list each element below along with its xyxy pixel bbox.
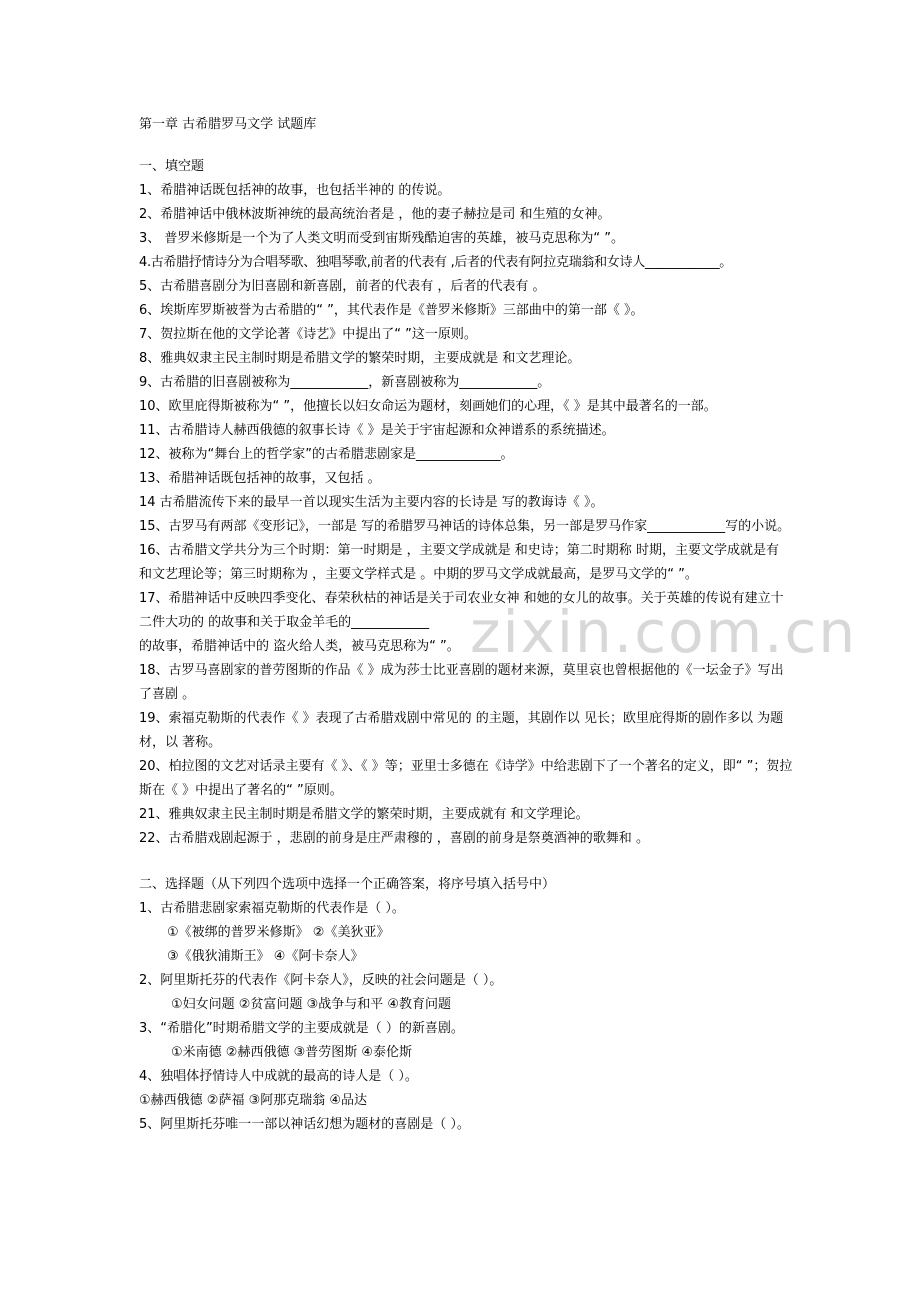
question-2: 2、希腊神话中俄林波斯神统的最高统治者是 ，他的妻子赫拉是司 和生殖的女神。 bbox=[139, 207, 611, 222]
fill-in-questions bbox=[139, 179, 795, 851]
document-page bbox=[139, 113, 795, 1137]
question-10: 10、欧里庇得斯被称为“ ”，他擅长以妇女命运为题材，刻画她们的心理，《 》是其中最著名的一部。 bbox=[139, 399, 717, 414]
choice-question-4-options: ①赫西俄德 ②萨福 ③阿那克瑞翁 ④品达 bbox=[139, 1093, 368, 1108]
question-13: 13、希腊神话既包括神的故事，又包括 。 bbox=[139, 471, 381, 486]
document-title: 第一章 古希腊罗马文学 试题库 bbox=[139, 117, 317, 132]
fill-in-section-heading: 一、填空题 bbox=[139, 159, 205, 174]
question-14: 14 古希腊流传下来的最早一首以现实生活为主要内容的长诗是 写的教诲诗《 》。 bbox=[139, 495, 604, 510]
question-5: 5、古希腊喜剧分为旧喜剧和新喜剧，前者的代表有 ，后者的代表有 。 bbox=[139, 279, 546, 294]
question-1: 1、希腊神话既包括神的故事，也包括半神的 的传说。 bbox=[139, 183, 451, 198]
question-6: 6、埃斯库罗斯被誉为古希腊的“ ”，其代表作是《普罗米修斯》三部曲中的第一部《 》。 bbox=[139, 303, 644, 318]
question-7: 7、贺拉斯在他的文学论著《诗艺》中提出了“ ”这一原则。 bbox=[139, 327, 477, 342]
watermark: zixin.com.cn bbox=[470, 598, 858, 666]
question-8: 8、雅典奴隶主民主制时期是希腊文学的繁荣时期，主要成就是 和文艺理论。 bbox=[139, 351, 581, 366]
choice-question-1-options-a: ①《被绑的普罗米修斯》 ②《美狄亚》 bbox=[167, 925, 390, 940]
choice-section-heading: 二、选择题（从下列四个选项中选择一个正确答案，将序号填入括号中） bbox=[139, 877, 556, 892]
question-20: 20、柏拉图的文艺对话录主要有《 》、《 》等；亚里士多德在《诗学》中给悲剧下了一个著名的定义，即“ ”；贺拉斯在《 》中提出了著名的“ ”原则。 bbox=[139, 759, 793, 798]
choice-questions bbox=[139, 897, 795, 1137]
choice-question-3-options: ①米南德 ②赫西俄德 ③普劳图斯 ④泰伦斯 bbox=[171, 1045, 413, 1060]
choice-question-5: 5、阿里斯托芬唯一一部以神话幻想为题材的喜剧是（ ）。 bbox=[139, 1117, 470, 1132]
question-15: 15、古罗马有两部《变形记》，一部是 写的希腊罗马神话的诗体总集，另一部是罗马作家____________写的小说。 bbox=[139, 519, 791, 534]
choice-question-3: 3、“希腊化”时期希腊文学的主要成就是（ ）的新喜剧。 bbox=[139, 1021, 464, 1036]
choice-question-1: 1、古希腊悲剧家索福克勒斯的代表作是（ ）。 bbox=[139, 901, 405, 916]
question-17: 17、希腊神话中反映四季变化、春荣秋枯的神话是关于司农业女神 和她的女儿的故事。关于英雄的传说有建立十二件大功的 的故事和关于取金羊毛的____________ bbox=[139, 591, 784, 630]
question-3: 3、 普罗米修斯是一个为了人类文明而受到宙斯残酷迫害的英雄，被马克思称为“ ”。 bbox=[139, 231, 625, 246]
question-4: 4.古希腊抒情诗分为合唱琴歌、独唱琴歌,前者的代表有 ,后者的代表有阿拉克瑞翁和女诗人____________。 bbox=[139, 255, 733, 270]
question-18: 18、古罗马喜剧家的普劳图斯的作品《 》成为莎士比亚喜剧的题材来源，莫里哀也曾根据他的《一坛金子》写出了喜剧 。 bbox=[139, 663, 784, 702]
question-19: 19、索福克勒斯的代表作《 》表现了古希腊戏剧中常见的 的主题，其剧作以 见长；欧里庇得斯的剧作多以 为题材，以 著称。 bbox=[139, 711, 784, 750]
choice-question-2: 2、阿里斯托芬的代表作《阿卡奈人》，反映的社会问题是（ ）。 bbox=[139, 973, 503, 988]
question-22: 22、古希腊戏剧起源于 ，悲剧的前身是庄严肃穆的 ，喜剧的前身是祭奠酒神的歌舞和 。 bbox=[139, 831, 649, 846]
question-11: 11、古希腊诗人赫西俄德的叙事长诗《 》是关于宇宙起源和众神谱系的系统描述。 bbox=[139, 423, 615, 438]
question-21: 21、雅典奴隶主民主制时期是希腊文学的繁荣时期，主要成就有 和文学理论。 bbox=[139, 807, 589, 822]
question-17-continued: 的故事，希腊神话中的 盗火给人类，被马克思称为“ ”。 bbox=[139, 639, 460, 654]
question-16: 16、古希腊文学共分为三个时期：第一时期是 ，主要文学成就是 和史诗；第二时期称 时期，主要文学成就是有 和文艺理论等；第三时期称为 ，主要文学样式是 。中期的罗马文学成就最高，是罗马文学的“ ”。 bbox=[139, 543, 779, 582]
question-12: 12、被称为“舞台上的哲学家”的古希腊悲剧家是_____________。 bbox=[139, 447, 514, 462]
choice-question-4: 4、独唱体抒情诗人中成就的最高的诗人是（ ）。 bbox=[139, 1069, 418, 1084]
choice-question-1-options-b: ③《俄狄浦斯王》 ④《阿卡奈人》 bbox=[167, 949, 364, 964]
question-9: 9、古希腊的旧喜剧被称为____________，新喜剧被称为____________。 bbox=[139, 375, 551, 390]
choice-question-2-options: ①妇女问题 ②贫富问题 ③战争与和平 ④教育问题 bbox=[171, 997, 452, 1012]
